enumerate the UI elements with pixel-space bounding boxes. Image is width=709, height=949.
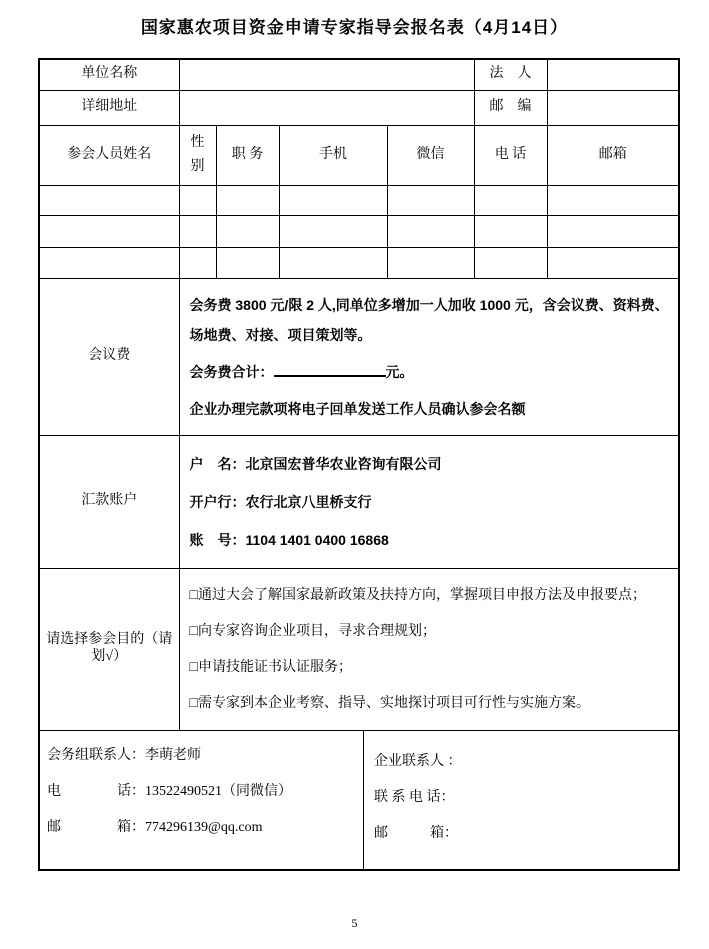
attendee-2-phone-cell[interactable] <box>474 215 547 247</box>
attendee-2-wechat-cell[interactable] <box>387 215 474 247</box>
fee-total-suffix: 元。 <box>385 363 414 380</box>
wechat-header: 微信 <box>387 125 474 185</box>
postal-code-label: 邮 编 <box>474 90 547 125</box>
unit-name-label: 单位名称 <box>39 59 179 90</box>
purpose-option-text: 通过大会了解国家最新政策及扶持方向，掌握项目申报方法及申报要点； <box>197 587 646 603</box>
attendee-row-1 <box>39 185 679 215</box>
organizer-contact-person: 会务组联系人：李萌老师 <box>47 747 201 763</box>
checkbox-icon[interactable]: □ <box>189 659 198 675</box>
postal-code-input-cell[interactable] <box>547 90 679 125</box>
attendee-2-mobile-cell[interactable] <box>279 215 387 247</box>
attendee-1-email-cell[interactable] <box>547 185 679 215</box>
fee-description: 会务费 3800 元/限 2 人,同单位多增加一人加收 1000 元，含会议费、资料费、场地费、对接、项目策划等。 <box>189 296 669 343</box>
row-account <box>39 435 679 568</box>
gender-header <box>179 125 216 185</box>
fee-note: 企业办理完款项将电子回单发送工作人员确认参会名额 <box>189 400 526 417</box>
account-content-cell <box>179 435 679 568</box>
row-purpose <box>39 568 679 730</box>
legal-person-label: 法 人 <box>474 59 547 90</box>
attendee-3-position-cell[interactable] <box>216 247 279 278</box>
fee-total-prefix: 会务费合计： <box>189 363 274 380</box>
organizer-contact-block <box>40 731 364 869</box>
purpose-option-3[interactable] <box>190 654 671 681</box>
enterprise-contact-block <box>364 731 678 869</box>
row-fee <box>39 278 679 435</box>
organizer-contact-email: 邮 箱：774296139@qq.com <box>47 819 263 835</box>
purpose-option-text: 需专家到本企业考察、指导、实地探讨项目可行性与实施方案。 <box>197 695 590 711</box>
address-label: 详细地址 <box>39 90 179 125</box>
attendee-1-position-cell[interactable] <box>216 185 279 215</box>
mobile-header: 手机 <box>279 125 387 185</box>
attendee-3-mobile-cell[interactable] <box>279 247 387 278</box>
purpose-option-text: 申请技能证书认证服务； <box>197 659 352 675</box>
attendee-3-gender-cell[interactable] <box>179 247 216 278</box>
legal-person-input-cell[interactable] <box>547 59 679 90</box>
email-header: 邮箱 <box>547 125 679 185</box>
gender-header-bottom: 别 <box>190 159 205 174</box>
attendee-1-phone-cell[interactable] <box>474 185 547 215</box>
attendee-3-wechat-cell[interactable] <box>387 247 474 278</box>
checkbox-icon[interactable]: □ <box>189 695 198 711</box>
enterprise-contact-phone[interactable]: 联 系 电 话： <box>374 789 455 805</box>
purpose-option-1[interactable] <box>190 582 671 609</box>
checkbox-icon[interactable]: □ <box>189 587 198 603</box>
attendee-1-name-cell[interactable] <box>39 185 179 215</box>
purpose-option-text: 向专家咨询企业项目，寻求合理规划； <box>197 623 436 639</box>
attendee-name-header: 参会人员姓名 <box>39 125 179 185</box>
checkbox-icon[interactable]: □ <box>189 623 198 639</box>
account-holder: 户 名：北京国宏普华农业咨询有限公司 <box>189 455 442 472</box>
address-input-cell[interactable] <box>179 90 474 125</box>
position-header: 职 务 <box>216 125 279 185</box>
contacts-cell <box>39 730 679 870</box>
attendee-1-mobile-cell[interactable] <box>279 185 387 215</box>
attendee-2-email-cell[interactable] <box>547 215 679 247</box>
attendee-3-name-cell[interactable] <box>39 247 179 278</box>
page-number: 5 <box>351 916 358 930</box>
attendee-3-email-cell[interactable] <box>547 247 679 278</box>
enterprise-contact-person[interactable]: 企业联系人 ： <box>374 753 462 769</box>
row-unit-name <box>39 59 679 90</box>
purpose-label: 请选择参会目的（请划√） <box>39 568 179 730</box>
attendee-2-name-cell[interactable] <box>39 215 179 247</box>
page-title: 国家惠农项目资金申请专家指导会报名表（4月14日） <box>140 18 569 37</box>
fee-content-cell <box>179 278 679 435</box>
phone-header: 电 话 <box>474 125 547 185</box>
fee-total-line <box>190 357 671 387</box>
row-attendee-header <box>39 125 679 185</box>
attendee-row-3 <box>39 247 679 278</box>
attendee-1-gender-cell[interactable] <box>179 185 216 215</box>
organizer-contact-phone: 电 话：13522490521（同微信） <box>47 783 292 799</box>
attendee-1-wechat-cell[interactable] <box>387 185 474 215</box>
fee-total-blank-field[interactable] <box>274 361 386 377</box>
enterprise-contact-email[interactable]: 邮 箱： <box>374 825 458 841</box>
purpose-option-2[interactable] <box>190 618 671 645</box>
row-address <box>39 90 679 125</box>
gender-header-top: 性 <box>190 135 205 150</box>
attendee-row-2 <box>39 215 679 247</box>
account-bank: 开户行：农行北京八里桥支行 <box>189 493 372 510</box>
attendee-2-position-cell[interactable] <box>216 215 279 247</box>
registration-form-table <box>38 58 680 871</box>
purpose-option-4[interactable] <box>190 690 671 717</box>
fee-label: 会议费 <box>39 278 179 435</box>
row-contacts <box>39 730 679 870</box>
attendee-3-phone-cell[interactable] <box>474 247 547 278</box>
attendee-2-gender-cell[interactable] <box>179 215 216 247</box>
unit-name-input-cell[interactable] <box>179 59 474 90</box>
purpose-content-cell <box>179 568 679 730</box>
account-number: 账 号：1104 1401 0400 16868 <box>189 531 389 548</box>
account-label: 汇款账户 <box>39 435 179 568</box>
